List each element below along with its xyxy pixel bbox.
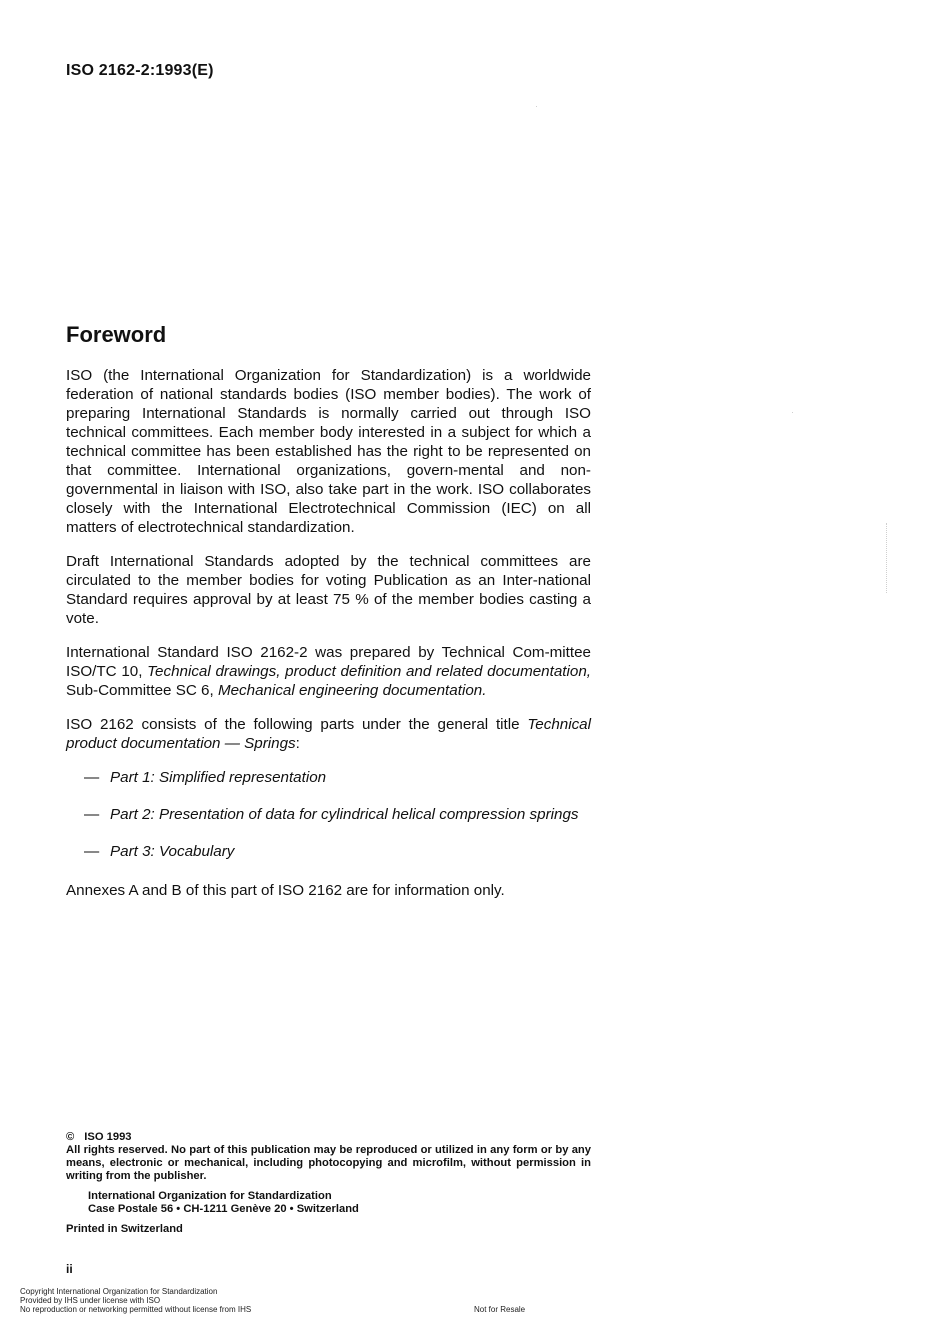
copyright-icon: © bbox=[66, 1131, 75, 1143]
rights-statement: All rights reserved. No part of this publication may be reproduced or utilized in any form or by any means, electronic or mechanical, including photocopying and microfilm, without permission in writing from the publisher. bbox=[66, 1144, 591, 1182]
paragraph-iso-intro: ISO (the International Organization for Standardization) is a worldwide federation of national standards bodies (ISO member bodies). The work of preparing International Standards is normally carried out through ISO technical committees. Each member body interested in a subject for which a technical committee has been established has the right to be represented on that committee. International organizations, govern-mental and non-governmental in liaison with ISO, also take part in the work. ISO collaborates closely with the International Electrotechnical Commission (IEC) on all matters of electrotechnical standardization. bbox=[66, 367, 591, 536]
paragraph-preparation bbox=[66, 643, 591, 700]
committee-title: Technical drawings, product definition and related documentation, bbox=[147, 663, 591, 680]
page-number: ii bbox=[66, 1262, 73, 1276]
part-title: Part 3: Vocabulary bbox=[110, 843, 235, 860]
copyright-line bbox=[66, 1131, 591, 1144]
part-title: Part 2: Presentation of data for cylindrical helical compression springs bbox=[110, 806, 579, 823]
list-dash: — bbox=[84, 806, 100, 823]
list-dash: — bbox=[84, 843, 100, 860]
foreword-body bbox=[66, 366, 591, 915]
scan-speck bbox=[536, 106, 537, 107]
publisher-address bbox=[88, 1190, 359, 1216]
preparation-text: International Standard ISO 2162-2 was prepared by Technical Com-mittee ISO/TC 10, bbox=[66, 644, 591, 680]
license-line-2: Provided by IHS under license with ISO bbox=[20, 1296, 161, 1305]
address-line-2: Case Postale 56 • CH-1211 Genève 20 • Switzerland bbox=[88, 1203, 359, 1215]
foreword-heading: Foreword bbox=[66, 322, 167, 347]
license-footer bbox=[20, 1287, 251, 1314]
list-item bbox=[66, 768, 591, 787]
not-for-resale-note: Not for Resale bbox=[474, 1305, 526, 1314]
parts-list bbox=[66, 768, 591, 861]
printed-in: Printed in Switzerland bbox=[66, 1223, 183, 1235]
list-item bbox=[66, 805, 591, 824]
document-id: ISO 2162-2:1993(E) bbox=[66, 62, 214, 79]
paragraph-parts-intro bbox=[66, 715, 591, 753]
address-line-1: International Organization for Standardization bbox=[88, 1190, 332, 1202]
scan-artifact bbox=[886, 523, 893, 593]
general-title: Technical product documentation — Springs bbox=[66, 716, 591, 752]
paragraph-annexes: Annexes A and B of this part of ISO 2162 are for information only. bbox=[66, 882, 505, 899]
list-item bbox=[66, 842, 591, 861]
part-title: Part 1: Simplified representation bbox=[110, 769, 327, 786]
subcommittee-text: Sub-Committee SC 6, bbox=[66, 682, 218, 699]
parts-intro-colon: : bbox=[295, 735, 300, 752]
subcommittee-title: Mechanical engineering documentation. bbox=[217, 682, 487, 699]
paragraph-draft-standards: Draft International Standards adopted by the technical committees are circulated to the member bodies for voting Publication as an Inter-national Standard requires approval by at least 75 % of the member bodies casting a vote. bbox=[66, 553, 591, 627]
parts-intro-text: ISO 2162 consists of the following parts under the general title bbox=[66, 716, 528, 733]
scan-speck bbox=[792, 412, 793, 413]
copyright-org-year: ISO 1993 bbox=[84, 1131, 132, 1143]
copyright-block bbox=[66, 1131, 591, 1183]
license-line-3: No reproduction or networking permitted without license from IHS bbox=[20, 1305, 252, 1314]
license-line-1: Copyright International Organization for Standardization bbox=[20, 1287, 218, 1296]
list-dash: — bbox=[84, 769, 100, 786]
